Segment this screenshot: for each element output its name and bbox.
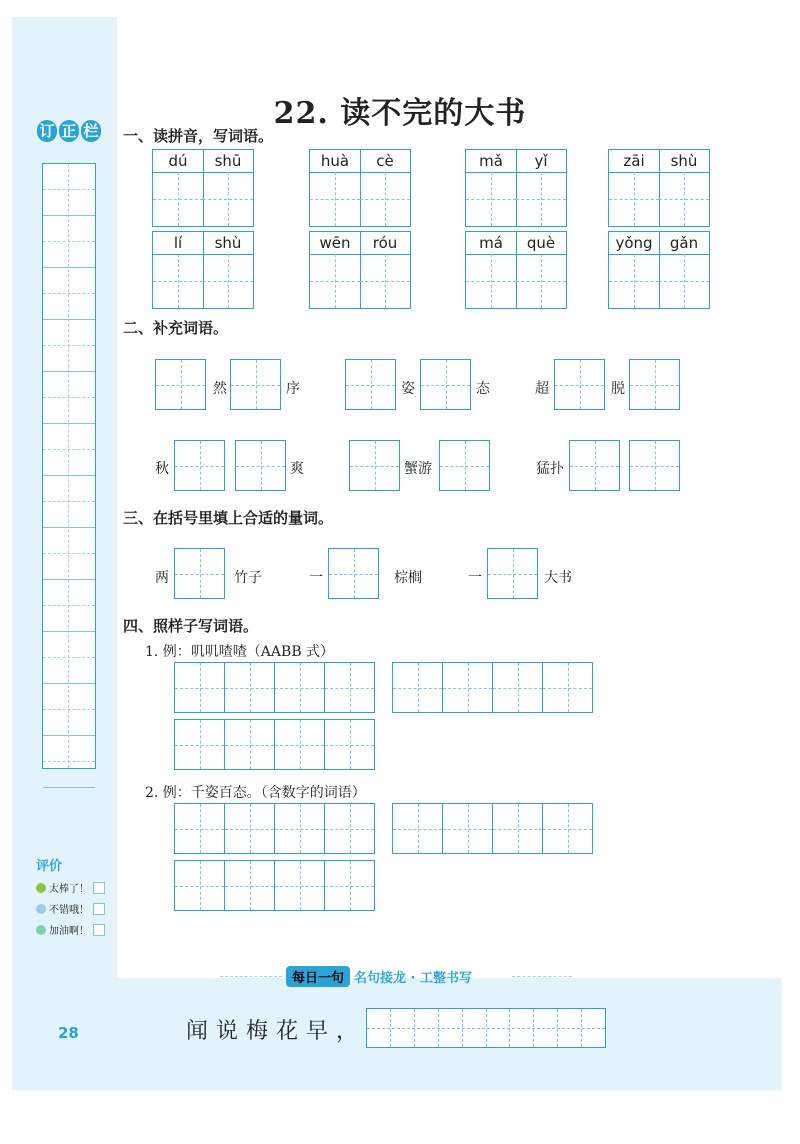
answer-box[interactable] bbox=[345, 359, 396, 410]
pinyin-text: má bbox=[479, 234, 503, 252]
page-number: 28 bbox=[58, 1024, 79, 1042]
answer-box[interactable] bbox=[629, 440, 680, 491]
answer-box[interactable] bbox=[224, 719, 275, 770]
word-char: 一 bbox=[468, 570, 482, 586]
word-char: 猛扑 bbox=[536, 461, 564, 477]
daily-text: 名句接龙 · 工整书写 bbox=[354, 971, 473, 986]
answer-box[interactable] bbox=[492, 662, 543, 713]
pinyin-block[interactable] bbox=[309, 231, 411, 309]
answer-box[interactable] bbox=[174, 860, 225, 911]
pinyin-text: róu bbox=[372, 234, 398, 252]
motto-text: 闻说梅花早， bbox=[186, 1019, 367, 1044]
pinyin-text: cè bbox=[376, 152, 394, 170]
answer-box[interactable] bbox=[324, 803, 375, 854]
pinyin-text: huà bbox=[320, 152, 350, 170]
answer-box[interactable] bbox=[324, 662, 375, 713]
word-char: 竹子 bbox=[234, 570, 262, 586]
word-char: 两 bbox=[155, 570, 169, 586]
answer-box[interactable] bbox=[235, 440, 286, 491]
answer-box[interactable] bbox=[274, 662, 325, 713]
word-char: 秋 bbox=[155, 461, 169, 477]
answer-box[interactable] bbox=[174, 719, 225, 770]
pinyin-text: què bbox=[526, 234, 556, 252]
daily-tag: 每日一句 bbox=[286, 966, 350, 987]
answer-box[interactable] bbox=[174, 803, 225, 854]
answer-box[interactable] bbox=[392, 662, 443, 713]
answer-box[interactable] bbox=[174, 440, 225, 491]
answer-box[interactable] bbox=[328, 548, 379, 599]
answer-box[interactable] bbox=[569, 440, 620, 491]
pinyin-block[interactable] bbox=[309, 149, 411, 227]
page-title: 22. 读不完的大书 bbox=[273, 96, 527, 131]
example-2: 2. 例：千姿百态。（含数字的词语） bbox=[145, 785, 366, 801]
answer-box[interactable] bbox=[420, 359, 471, 410]
answer-box[interactable] bbox=[439, 440, 490, 491]
answer-box[interactable] bbox=[629, 359, 680, 410]
evaluation-panel: 评价 太棒了！ 不错哦！ 加油啊！ bbox=[36, 855, 105, 937]
pinyin-text: wēn bbox=[319, 234, 351, 252]
word-char: 姿 bbox=[401, 381, 415, 397]
answer-box[interactable] bbox=[542, 803, 593, 854]
answer-box[interactable] bbox=[274, 803, 325, 854]
pinyin-block[interactable] bbox=[608, 231, 710, 309]
pinyin-block[interactable] bbox=[608, 149, 710, 227]
evaluation-heading: 评价 bbox=[36, 859, 63, 874]
pinyin-text: shū bbox=[214, 152, 242, 170]
word-char: 大书 bbox=[544, 570, 572, 586]
section1-heading: 一、读拼音，写词语。 bbox=[123, 127, 274, 145]
answer-box[interactable] bbox=[230, 359, 281, 410]
answer-box[interactable] bbox=[492, 803, 543, 854]
word-char: 脱 bbox=[611, 381, 625, 397]
pinyin-block[interactable] bbox=[152, 231, 254, 309]
answer-box[interactable] bbox=[224, 662, 275, 713]
answer-box[interactable] bbox=[442, 803, 493, 854]
eval-checkbox[interactable] bbox=[93, 924, 105, 936]
answer-box[interactable] bbox=[174, 662, 225, 713]
answer-box[interactable] bbox=[554, 359, 605, 410]
motto-writing-grid[interactable] bbox=[366, 1008, 606, 1048]
daily-sentence-header bbox=[286, 966, 472, 987]
pinyin-block[interactable] bbox=[465, 149, 567, 227]
answer-box[interactable] bbox=[487, 548, 538, 599]
answer-box[interactable] bbox=[155, 359, 206, 410]
pinyin-text: lí bbox=[173, 234, 183, 252]
word-char: 态 bbox=[476, 381, 490, 397]
word-char: 序 bbox=[286, 381, 300, 397]
cheer-icon bbox=[36, 925, 46, 935]
word-char: 棕榈 bbox=[394, 570, 422, 586]
answer-box[interactable] bbox=[224, 803, 275, 854]
answer-box[interactable] bbox=[224, 860, 275, 911]
answer-box[interactable] bbox=[442, 662, 493, 713]
answer-box[interactable] bbox=[274, 860, 325, 911]
eval-checkbox[interactable] bbox=[93, 903, 105, 915]
smile-icon bbox=[36, 904, 46, 914]
answer-box[interactable] bbox=[349, 440, 400, 491]
answer-box[interactable] bbox=[392, 803, 443, 854]
section2-heading: 二、补充词语。 bbox=[123, 319, 229, 337]
pinyin-text: zāi bbox=[623, 152, 645, 170]
pinyin-text: gǎn bbox=[669, 234, 699, 252]
correction-grid[interactable] bbox=[42, 163, 96, 769]
thumbs-up-icon bbox=[36, 883, 46, 893]
pinyin-text: yǐ bbox=[534, 152, 548, 170]
word-char: 超 bbox=[535, 381, 549, 397]
answer-box[interactable] bbox=[324, 860, 375, 911]
section3-heading: 三、在括号里填上合适的量词。 bbox=[123, 509, 334, 527]
pinyin-text: shù bbox=[670, 152, 698, 170]
example-1: 1. 例：叽叽喳喳（AABB 式） bbox=[145, 644, 335, 660]
pinyin-text: shù bbox=[214, 234, 242, 252]
pinyin-text: yǒng bbox=[615, 234, 653, 252]
answer-box[interactable] bbox=[542, 662, 593, 713]
word-char: 然 bbox=[213, 381, 227, 397]
pinyin-block[interactable] bbox=[465, 231, 567, 309]
pinyin-block[interactable] bbox=[152, 149, 254, 227]
word-char: 爽 bbox=[290, 461, 304, 477]
eval-checkbox[interactable] bbox=[93, 882, 105, 894]
word-char: 蟹游 bbox=[404, 461, 432, 477]
answer-box[interactable] bbox=[174, 548, 225, 599]
word-char: 一 bbox=[309, 570, 323, 586]
divider bbox=[220, 976, 282, 977]
answer-box[interactable] bbox=[324, 719, 375, 770]
divider bbox=[512, 976, 572, 977]
section4-heading: 四、照样子写词语。 bbox=[123, 617, 259, 635]
pinyin-text: mǎ bbox=[479, 152, 503, 170]
pinyin-text: dú bbox=[168, 152, 188, 170]
answer-box[interactable] bbox=[274, 719, 325, 770]
correction-badge: 订 正 栏 bbox=[37, 120, 105, 146]
